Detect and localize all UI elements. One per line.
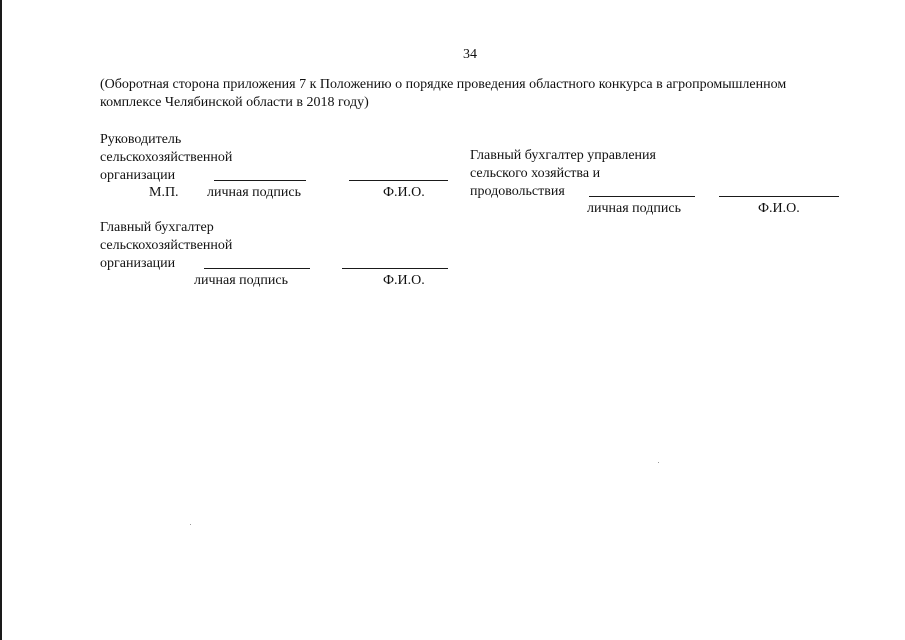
page-edge [0,0,2,640]
head-title-line-3: организации [100,168,176,183]
head-name-label: Ф.И.О. [383,185,425,200]
head-signature-line [214,180,306,181]
accountant-title-line-3: организации [100,256,176,271]
ministry-title-line-3: продовольствия [470,184,565,199]
ministry-signature-label: личная подпись [587,201,681,216]
ministry-name-line [719,196,839,197]
accountant-signature-line [204,268,310,269]
ministry-signature-line [589,196,695,197]
head-title-line-1: Руководитель [100,132,182,147]
page-number: 34 [463,47,477,62]
document-heading [100,76,870,112]
head-name-line [349,180,448,181]
ministry-name-label: Ф.И.О. [758,201,800,216]
head-title-line-2: сельскохозяйственной [100,150,233,165]
accountant-name-label: Ф.И.О. [383,273,425,288]
ministry-title-line-2: сельского хозяйства и [470,166,601,181]
heading-line-2: комплексе Челябинской области в 2018 году) [100,95,369,110]
head-signature-label: личная подпись [207,185,301,200]
accountant-title-line-2: сельскохозяйственной [100,238,233,253]
heading-line-1: (Оборотная сторона приложения 7 к Положению о порядке проведения областного конкурса в агропромышленном [100,77,787,92]
accountant-title-line-1: Главный бухгалтер [100,220,214,235]
accountant-signature-label: личная подпись [194,273,288,288]
scan-speck [190,524,191,525]
ministry-title-line-1: Главный бухгалтер управления [470,148,656,163]
seal-mark-label: М.П. [149,185,179,200]
accountant-name-line [342,268,448,269]
scan-speck [658,462,659,463]
